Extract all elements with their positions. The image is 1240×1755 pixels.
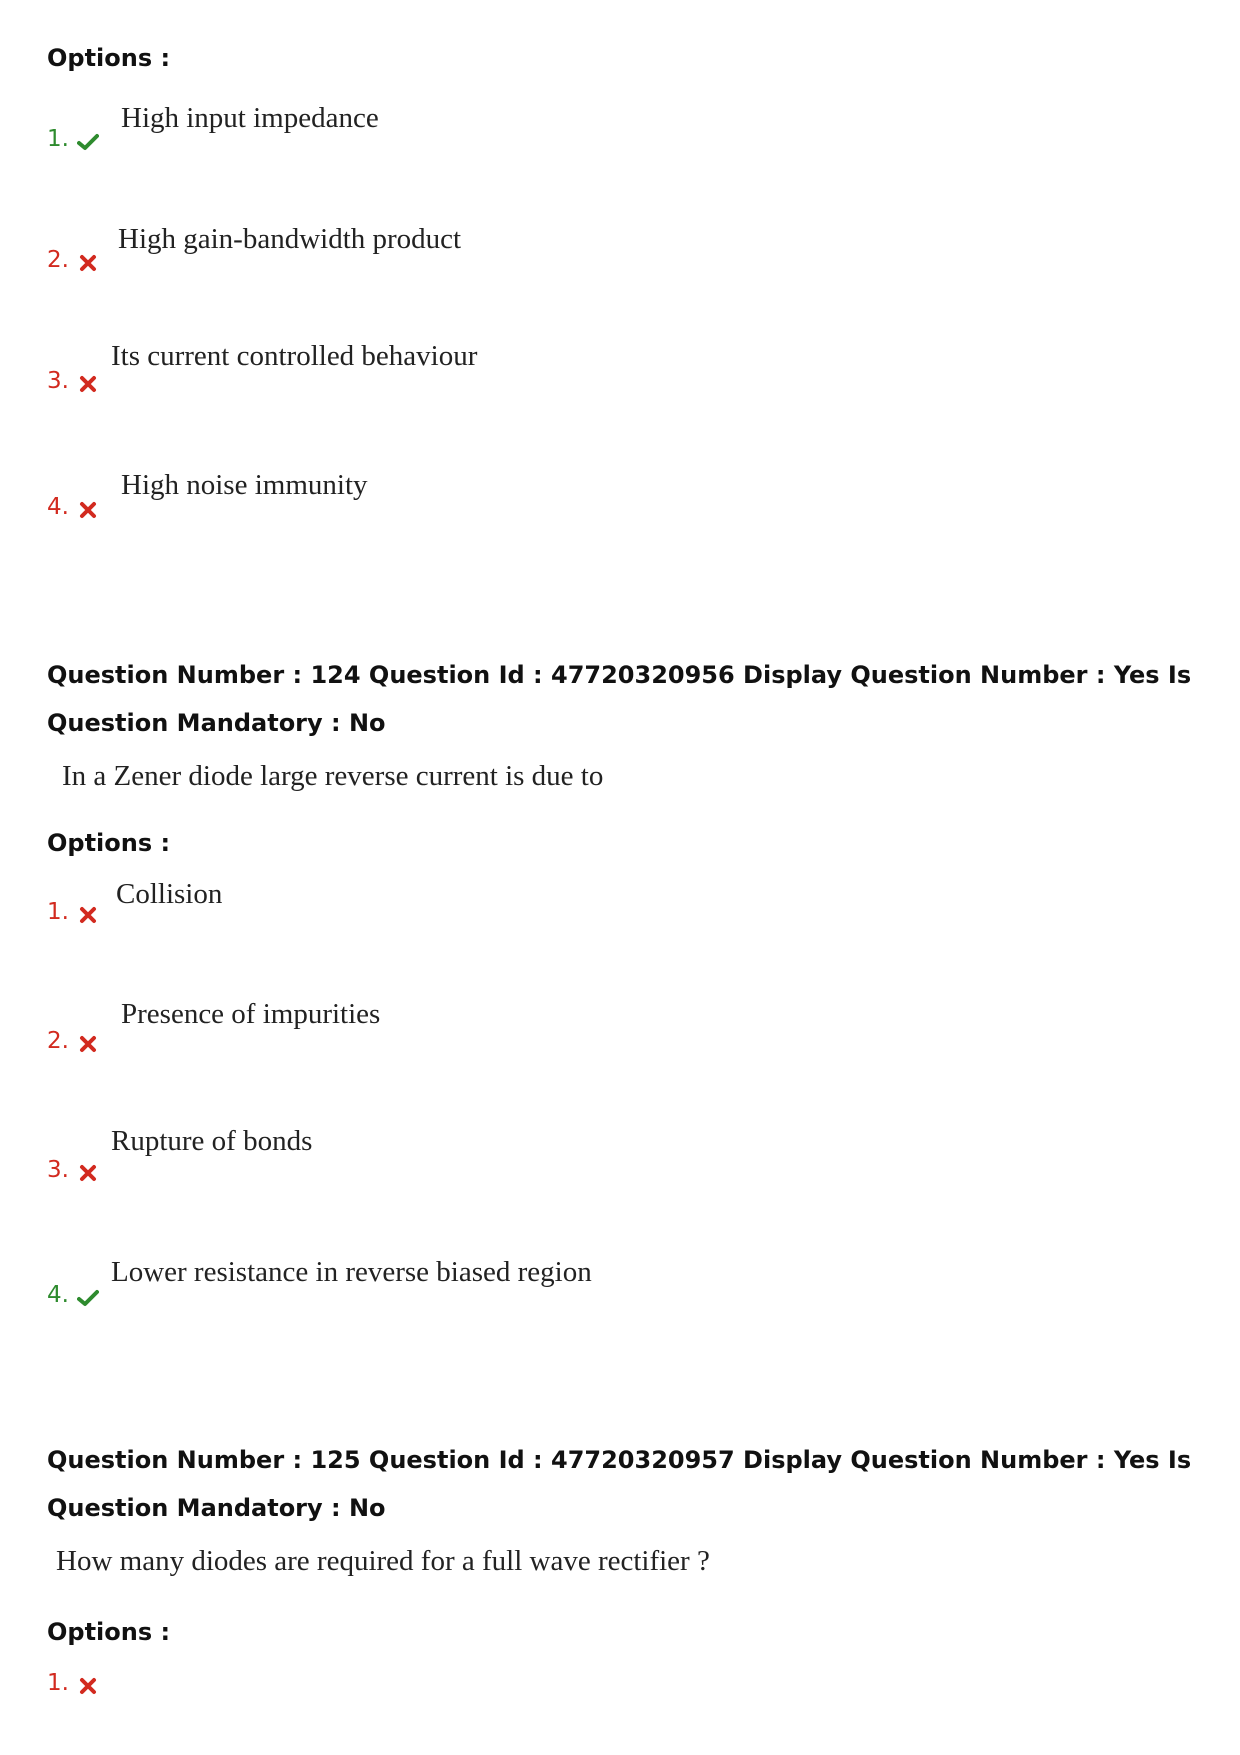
- option-number-row: [47, 126, 99, 152]
- cross-icon: [77, 375, 99, 393]
- option-text: Collision: [116, 878, 223, 910]
- question-text: In a Zener diode large reverse current is due to: [62, 760, 604, 792]
- option-text: High gain-bandwidth product: [118, 223, 462, 255]
- option-text: High noise immunity: [121, 469, 368, 501]
- option-number-row: [47, 1157, 99, 1183]
- option-text: Its current controlled behaviour: [111, 340, 478, 372]
- option-number-row: [47, 899, 99, 925]
- options-label: Options :: [47, 829, 171, 857]
- option-text: Presence of impurities: [121, 998, 381, 1030]
- cross-icon: [77, 501, 99, 519]
- option-text: Lower resistance in reverse biased region: [111, 1256, 592, 1288]
- cross-icon: [77, 1035, 99, 1053]
- option-number-row: [47, 1028, 99, 1054]
- option-number: 1.: [47, 126, 69, 152]
- cross-icon: [77, 1164, 99, 1182]
- question-text: How many diodes are required for a full wave rectifier ?: [56, 1545, 710, 1577]
- option-number-row: [47, 247, 99, 273]
- option-number: 4.: [47, 494, 69, 520]
- option-number: 1.: [47, 899, 69, 925]
- option-number-row: [47, 494, 99, 520]
- option-number-row: [47, 1670, 99, 1696]
- option-number: 2.: [47, 1028, 69, 1054]
- option-number: 4.: [47, 1282, 69, 1308]
- options-label: Options :: [47, 44, 171, 72]
- check-icon: [77, 133, 99, 151]
- cross-icon: [77, 906, 99, 924]
- option-number-row: [47, 1282, 99, 1308]
- question-header: Question Number : 125 Question Id : 47720320957 Display Question Number : Yes Is Question Mandatory : No: [47, 1446, 1192, 1522]
- option-number: 1.: [47, 1670, 69, 1696]
- check-icon: [77, 1289, 99, 1307]
- cross-icon: [77, 1677, 99, 1695]
- option-number-row: [47, 368, 99, 394]
- cross-icon: [77, 254, 99, 272]
- options-label: Options :: [47, 1618, 171, 1646]
- option-number: 3.: [47, 1157, 69, 1183]
- option-text: Rupture of bonds: [111, 1125, 313, 1157]
- question-header: Question Number : 124 Question Id : 47720320956 Display Question Number : Yes Is Question Mandatory : No: [47, 661, 1192, 737]
- option-number: 2.: [47, 247, 69, 273]
- option-number: 3.: [47, 368, 69, 394]
- option-text: High input impedance: [121, 102, 379, 134]
